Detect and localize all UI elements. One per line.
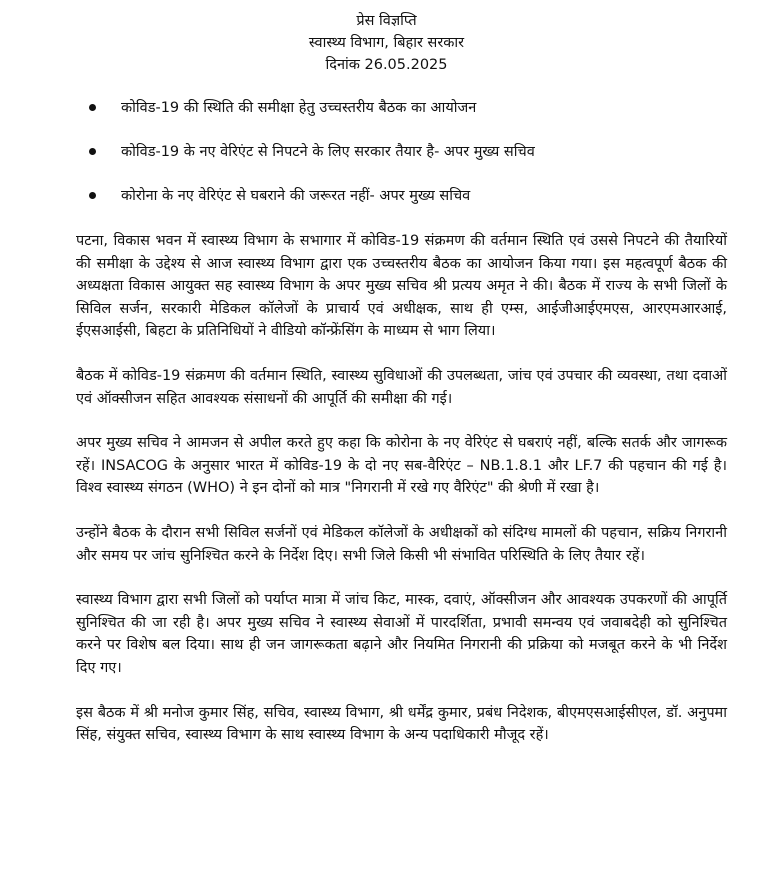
headline-bullet [76,142,727,162]
body-paragraph: बैठक में कोविड-19 संक्रमण की वर्तमान स्थिति, स्वास्थ्य सुविधाओं की उपलब्धता, जांच एवं उपचार की व्यवस्था, तथा दवाओं एवं ऑक्सीजन सहित आवश्यक संसाधनों की आपूर्ति की समीक्षा की गई। [76,367,727,407]
press-release-header [46,0,727,76]
department-name: स्वास्थ्य विभाग, बिहार सरकार [308,35,465,51]
body-paragraph: इस बैठक में श्री मनोज कुमार सिंह, सचिव, स्वास्थ्य विभाग, श्री धर्मेंद्र कुमार, प्रबंध निदेशक, बीएमएसआईसीएल, डॉ. अनुपमा सिंह, संयुक्त सचिव, स्वास्थ्य विभाग के साथ स्वास्थ्य विभाग के अन्य पदाधिकारी मौजूद रहें। [76,704,727,744]
headline-text: कोरोना के नए वेरिएंट से घबराने की जरूरत नहीं- अपर मुख्य सचिव [121,188,471,204]
bullet-dot-icon [89,104,96,111]
bullet-dot-icon [89,192,96,199]
body-paragraph: पटना, विकास भवन में स्वास्थ्य विभाग के सभागार में कोविड-19 संक्रमण की वर्तमान स्थिति एवं उससे निपटने की तैयारियों की समीक्षा के उद्देश्य से आज स्वास्थ्य विभाग द्वारा एक उच्चस्तरीय बैठक का आयोजन किया गया। इस महत्वपूर्ण बैठक की अध्यक्षता विकास आयुक्त सह स्वास्थ्य विभाग के अपर मुख्य सचिव श्री प्रत्यय अमृत ने की। बैठक में राज्य के सभी जिलों के सिविल सर्जन, सरकारी मेडिकल कॉलेजों के प्राचार्य एवं अधीक्षक, साथ ही एम्स, आईजीआईएमएस, आरएमआरआई, ईएसआईसी, बिहटा के प्रतिनिधियों ने वीडियो कॉन्फ्रेंसिंग के माध्यम से भाग लिया। [76,233,727,340]
press-release-body [76,230,727,747]
document-title: प्रेस विज्ञप्ति [356,13,417,29]
headline-bullet [76,98,727,118]
release-date: दिनांक 26.05.2025 [325,57,448,73]
body-paragraph: स्वास्थ्य विभाग द्वारा सभी जिलों को पर्याप्त मात्रा में जांच किट, मास्क, दवाएं, ऑक्सीजन और आवश्यक उपकरणों की आपूर्ति सुनिश्चित की जा रही है। अपर मुख्य सचिव ने स्वास्थ्य सेवाओं में पारदर्शिता, प्रभावी समन्वय एवं जवाबदेही को सुनिश्चित करने पर विशेष बल दिया। साथ ही जन जागरूकता बढ़ाने और नियमित निगरानी की प्रक्रिया को मजबूत करने के भी निर्देश दिए गए। [76,592,727,676]
headline-text: कोविड-19 की स्थिति की समीक्षा हेतु उच्चस्तरीय बैठक का आयोजन [121,100,477,116]
headline-bullet [76,186,727,206]
body-paragraph: अपर मुख्य सचिव ने आमजन से अपील करते हुए कहा कि कोरोना के नए वेरिएंट से घबराएं नहीं, बल्कि सतर्क और जागरूक रहें। INSACOG के अनुसार भारत में कोविड-19 के दो नए सब-वैरिएंट – NB.1.8.1 और LF.7 की पहचान की गई है। विश्व स्वास्थ्य संगठन (WHO) ने इन दोनों को मात्र "निगरानी में रखे गए वैरिएंट" की श्रेणी में रखा है। [76,435,727,497]
body-paragraph: उन्होंने बैठक के दौरान सभी सिविल सर्जनों एवं मेडिकल कॉलेजों के अधीक्षकों को संदिग्ध मामलों की पहचान, सक्रिय निगरानी और समय पर जांच सुनिश्चित करने के निर्देश दिए। सभी जिले किसी भी संभावित परिस्थिति के लिए तैयार रहें। [76,524,727,564]
headline-bullets [76,98,727,206]
headline-text: कोविड-19 के नए वेरिएंट से निपटने के लिए सरकार तैयार है- अपर मुख्य सचिव [121,144,535,160]
bullet-dot-icon [89,148,96,155]
